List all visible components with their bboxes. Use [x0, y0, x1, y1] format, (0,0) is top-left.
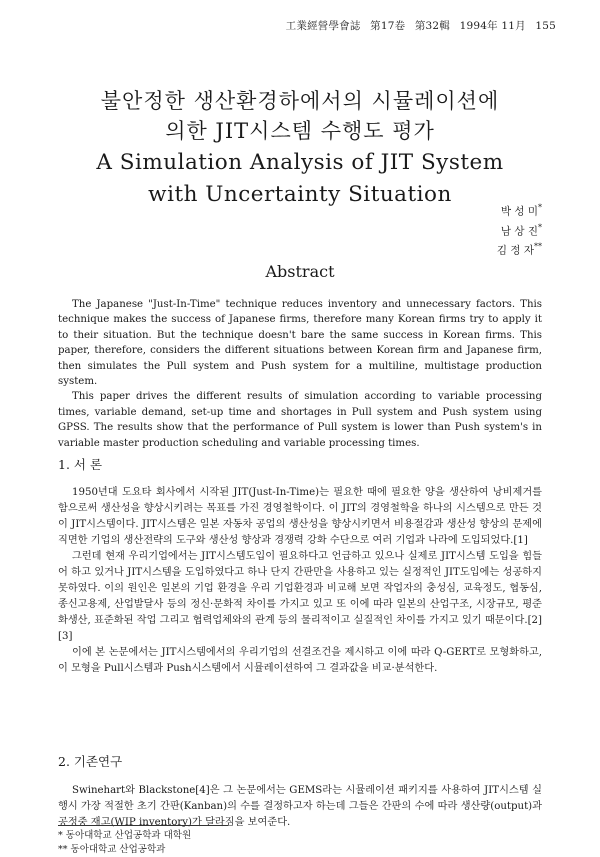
footnote-2: ** 동아대학교 산업공학과 [58, 844, 166, 855]
author-2: 남 상 진* [500, 222, 542, 237]
body-paragraph: 1950년대 도요타 회사에서 시작된 JIT(Just-In-Time)는 필요한 때에 필요한 양을 생산하여 낭비제거를 함으로써 생산성을 향상시키려는 목표를 가진 경영철학이다. 이 JIT의 경영철학을 하나의 시스템으로 만든 것이 JIT시스템이다. JIT시스템은 일본 자동차 공업의 생산성을 향상시키면서 비용절감과 생산성 향상의 문제에 직면한 기업의 생산전략의 도구와 생산성 향상과 경쟁력 강화 수단으로 여러 기업과 나라에 도입되었다.[1] [58, 487, 542, 546]
abstract-paragraph: The Japanese "Just-In-Time" technique reduces inventory and unnecessary factors. This technique makes the success of Japanese firms, therefore many Korean firms try to apply it to their situation. But the technique doesn't bare the same success in Korean firms. This paper, therefore, considers the different situations between Korean firm and Japanese firm, then simulates the Pull system and Push system for a multiline, multistage production system. [58, 299, 542, 388]
abstract-body [58, 297, 542, 451]
author-mark: ** [534, 242, 542, 251]
author-1: 박 성 미* [500, 203, 542, 218]
page-number: 155 [535, 20, 556, 32]
section-2-heading: 2. 기존연구 [58, 754, 123, 769]
footnote-divider [58, 825, 228, 826]
abstract-heading: Abstract [265, 262, 335, 281]
journal-header [280, 18, 556, 33]
korean-title-line1: 불안정한 생산환경하에서의 시뮬레이션에 [100, 89, 500, 113]
title-block [0, 86, 600, 210]
body-paragraph: Swinehart와 Blackstone[4]은 그 논문에서는 GEMS라는 시뮬레이션 패키지를 사용하여 JIT시스템 실행시 가장 적절한 초기 간판(Kanban)의 수를 결정하고자 하는데 그들은 간판의 수에 따라 생산량(output)과 공정중 재고(WIP inventory)가 달라짐을 보여준다. [58, 785, 542, 828]
footnote-1: * 동아대학교 산업공학과 대학원 [58, 830, 192, 841]
korean-title-line2: 의한 JIT시스템 수행도 평가 [165, 119, 435, 143]
journal-name: 工業經營學會誌 [285, 20, 361, 32]
abstract-paragraph: This paper drives the different results of simulation according to variable processing times, variable demand, set-up time and shortages in Pull system and Push system using GPSS. The results show that the performance of Pull system is lower than Push system's in variable master production scheduling and variable processing times. [58, 391, 542, 449]
author-mark: * [538, 203, 542, 212]
english-title-line1: A Simulation Analysis of JIT System [96, 150, 504, 175]
section-2-body [58, 783, 542, 831]
author-mark: * [538, 222, 542, 232]
english-title-line2: with Uncertainty Situation [148, 182, 452, 207]
journal-date: 1994年 11月 [459, 20, 526, 32]
footnotes [58, 829, 191, 857]
body-paragraph: 그런데 현재 우리기업에서는 JIT시스템도입이 필요하다고 언급하고 있으나 실제로 JIT시스템 도입을 힘들어 하고 있거나 JIT시스템을 도입하였다고 하나 단지 간판만을 사용하고 있는 실정적인 JIT도입에는 성공하지 못하였다. 이의 원인은 일본의 기업 환경을 우리 기업환경과 비교해 보면 작업자의 충성심, 교육정도, 협동심, 종신고용제, 산업발달사 등의 정신·문화적 차이를 가지고 있고 또 이에 따라 일본의 산업구조, 시장규모, 평준화생산, 표준화된 작업 그리고 협력업체와의 관계 등의 물리적이고 실질적인 차이를 가지고 있기 때문이다.[2][3] [58, 551, 542, 642]
author-list [497, 200, 542, 259]
body-paragraph: 이에 본 논문에서는 JIT시스템에서의 우리기업의 선결조건을 제시하고 이에 따라 Q-GERT로 모형화하고, 이 모형을 Pull시스템과 Push시스템에서 시뮬레이션하여 그 결과값을 비교·분석한다. [58, 647, 542, 674]
author-3: 김 정 자** [496, 242, 542, 257]
section-1-body [58, 485, 542, 677]
journal-issue: 第32輯 [414, 20, 451, 32]
journal-volume: 第17卷 [370, 20, 406, 32]
section-1-heading: 1. 서 론 [58, 457, 103, 472]
